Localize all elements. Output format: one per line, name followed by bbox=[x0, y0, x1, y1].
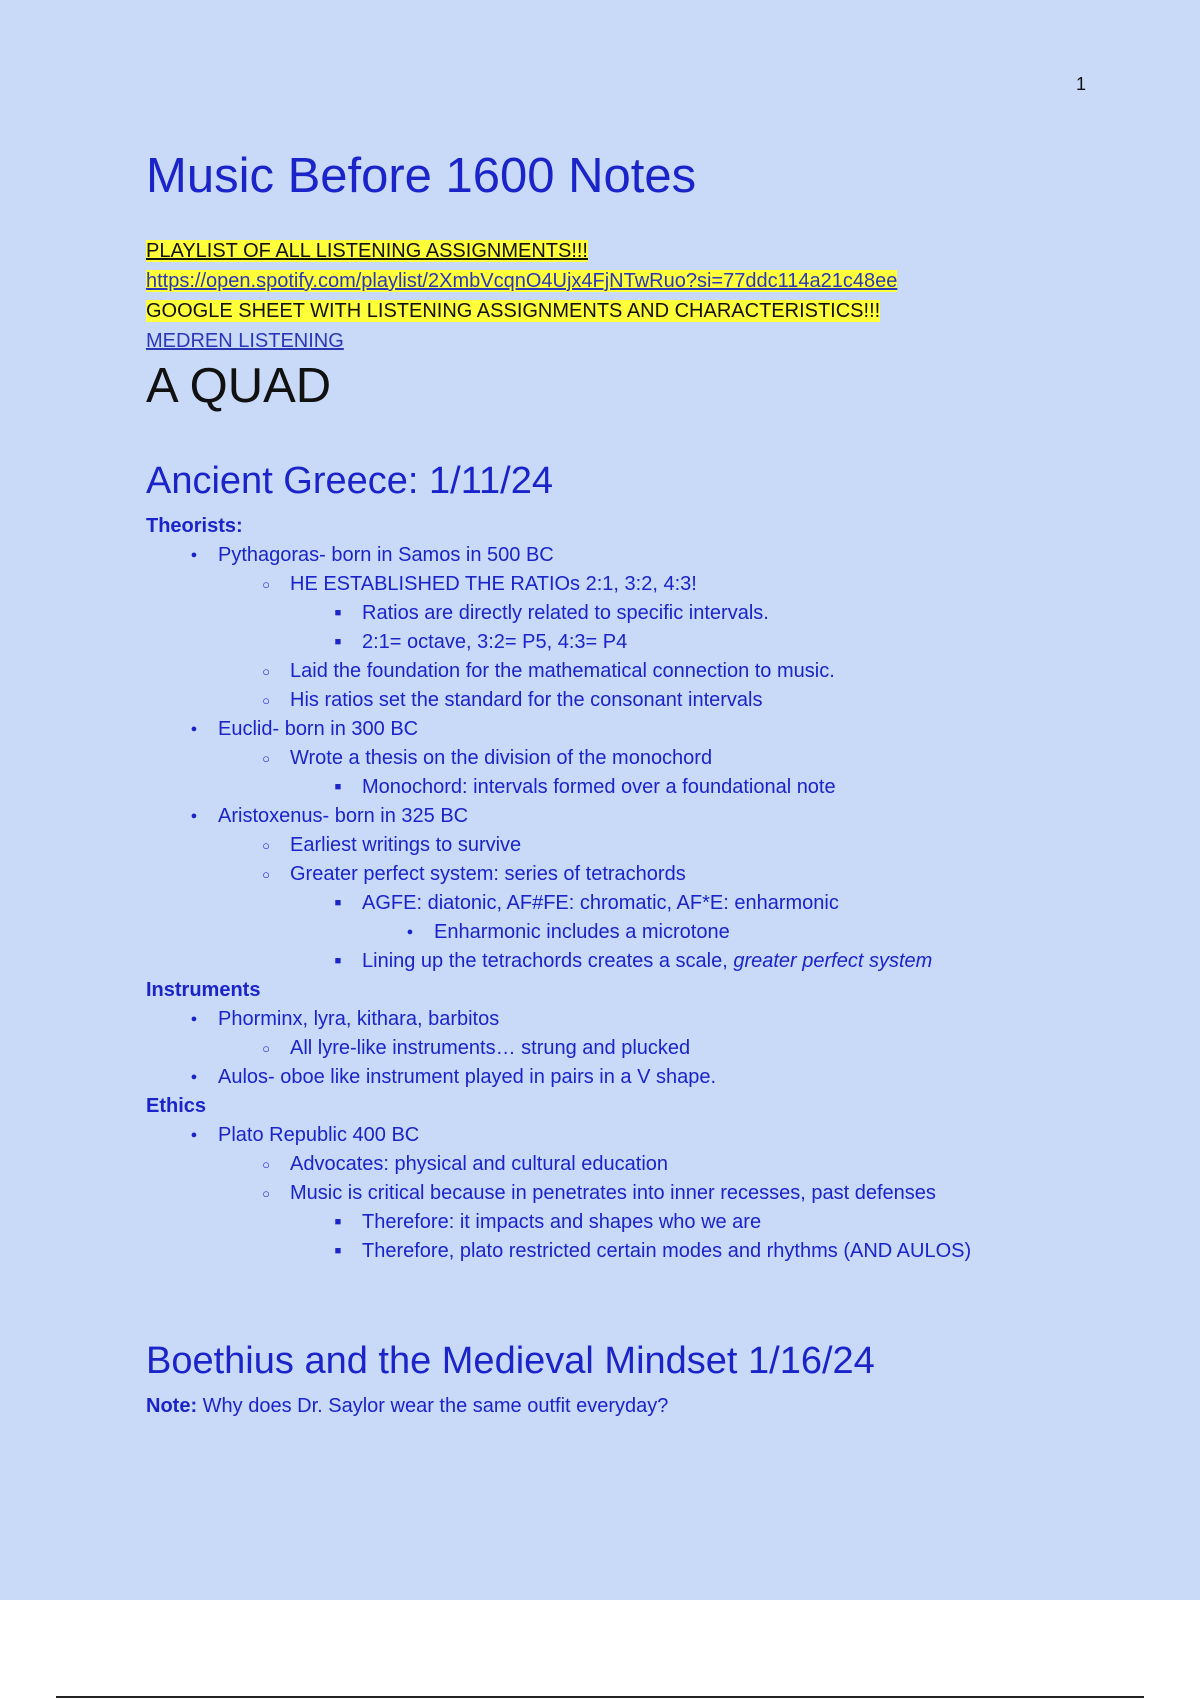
list-item-text: Aulos- oboe like instrument played in pairs in a V shape. bbox=[218, 1066, 717, 1088]
square-bullet-icon bbox=[326, 599, 350, 628]
list-item-text: Enharmonic includes a microtone bbox=[434, 921, 730, 943]
circle-bullet-icon bbox=[254, 657, 278, 687]
list-item-text: His ratios set the standard for the consonant intervals bbox=[290, 689, 763, 711]
list-item bbox=[146, 541, 1086, 570]
list-item bbox=[146, 889, 1086, 918]
ethics-label: Ethics bbox=[146, 1095, 207, 1117]
list-item-text: Euclid- born in 300 BC bbox=[218, 718, 419, 740]
document-title: Music Before 1600 Notes bbox=[146, 149, 697, 203]
list-item-text: All lyre-like instruments… strung and plucked bbox=[290, 1037, 691, 1059]
circle-bullet-icon bbox=[254, 744, 278, 774]
square-bullet-icon bbox=[326, 628, 350, 657]
dot-bullet-icon bbox=[182, 1121, 206, 1150]
list-item-text: Advocates: physical and cultural education bbox=[290, 1153, 669, 1175]
dot-bullet-icon bbox=[182, 802, 206, 831]
list-item-text: Music is critical because in penetrates into inner recesses, past defenses bbox=[290, 1182, 936, 1204]
list-item bbox=[146, 1208, 1086, 1237]
spotify-url-link[interactable]: https://open.spotify.com/playlist/2XmbVcqnO4Ujx4FjNTwRuo?si=77ddc114a21c48ee bbox=[146, 270, 898, 292]
list-item bbox=[146, 773, 1086, 802]
boethius-heading: Boethius and the Medieval Mindset 1/16/24 bbox=[146, 1340, 875, 1382]
theorists-label: Theorists: bbox=[146, 515, 243, 537]
note-text: Why does Dr. Saylor wear the same outfit everyday? bbox=[197, 1395, 669, 1417]
square-bullet-icon bbox=[326, 1208, 350, 1237]
list-item-text: Therefore, plato restricted certain modes and rhythms (AND AULOS) bbox=[362, 1240, 972, 1262]
list-item bbox=[146, 599, 1086, 628]
list-item bbox=[146, 802, 1086, 831]
note-label: Note: bbox=[146, 1395, 198, 1417]
list-item bbox=[146, 860, 1086, 889]
instruments-list bbox=[146, 1005, 1086, 1092]
list-item bbox=[146, 918, 1086, 947]
circle-bullet-icon bbox=[254, 860, 278, 890]
list-item-text: Laid the foundation for the mathematical connection to music. bbox=[290, 660, 835, 682]
list-item: ■ Lining up the tetrachords creates a scale, greater perfect system bbox=[146, 947, 1086, 976]
playlist-link[interactable]: PLAYLIST OF ALL LISTENING ASSIGNMENTS!!! bbox=[146, 240, 588, 262]
google-sheet-link[interactable]: GOOGLE SHEET WITH LISTENING ASSIGNMENTS AND CHARACTERISTICS!!! bbox=[146, 300, 881, 322]
square-bullet-icon bbox=[326, 1237, 350, 1266]
list-item-text: Therefore: it impacts and shapes who we are bbox=[362, 1211, 762, 1233]
medren-listening-link[interactable]: MEDREN LISTENING bbox=[146, 330, 344, 352]
square-bullet-icon bbox=[326, 889, 350, 918]
list-item-text: AGFE: diatonic, AF#FE: chromatic, AF*E: enharmonic bbox=[362, 892, 839, 914]
circle-bullet-icon bbox=[254, 831, 278, 861]
list-item bbox=[146, 744, 1086, 773]
instruments-label: Instruments bbox=[146, 979, 261, 1001]
list-item bbox=[146, 1034, 1086, 1063]
circle-bullet-icon bbox=[254, 1034, 278, 1064]
list-item-text: Greater perfect system: series of tetrachords bbox=[290, 863, 686, 885]
note-line bbox=[146, 1392, 1086, 1421]
dot-bullet-icon bbox=[182, 1063, 206, 1092]
links-block bbox=[146, 236, 1086, 356]
list-item bbox=[146, 715, 1086, 744]
list-item bbox=[146, 1063, 1086, 1092]
list-item bbox=[146, 570, 1086, 599]
square-bullet-icon bbox=[326, 947, 350, 976]
circle-bullet-icon bbox=[254, 686, 278, 716]
list-item-text: Plato Republic 400 BC bbox=[218, 1124, 420, 1146]
ethics-list bbox=[146, 1121, 1086, 1266]
dot-bullet-icon bbox=[398, 918, 422, 947]
list-item-text: Pythagoras- born in Samos in 500 BC bbox=[218, 544, 554, 566]
theorists-list bbox=[146, 541, 1086, 947]
list-item bbox=[146, 1150, 1086, 1179]
list-item bbox=[146, 657, 1086, 686]
list-item-text: Earliest writings to survive bbox=[290, 834, 522, 856]
document-body bbox=[146, 144, 1086, 1421]
list-item-text: Wrote a thesis on the division of the monochord bbox=[290, 747, 713, 769]
dot-bullet-icon bbox=[182, 541, 206, 570]
circle-bullet-icon bbox=[254, 1150, 278, 1180]
list-item-text: 2:1= octave, 3:2= P5, 4:3= P4 bbox=[362, 631, 628, 653]
quad-heading: A QUAD bbox=[146, 359, 332, 413]
ancient-greece-heading: Ancient Greece: 1/11/24 bbox=[146, 460, 553, 502]
list-item bbox=[146, 1179, 1086, 1208]
list-item bbox=[146, 1121, 1086, 1150]
circle-bullet-icon bbox=[254, 570, 278, 600]
list-item-text: HE ESTABLISHED THE RATIOs 2:1, 3:2, 4:3! bbox=[290, 573, 697, 595]
list-item bbox=[146, 831, 1086, 860]
page-number: 1 bbox=[1076, 74, 1087, 94]
dot-bullet-icon bbox=[182, 1005, 206, 1034]
list-item bbox=[146, 686, 1086, 715]
footer-divider bbox=[56, 1696, 1144, 1698]
list-item bbox=[146, 1237, 1086, 1266]
circle-bullet-icon bbox=[254, 1179, 278, 1209]
list-item bbox=[146, 628, 1086, 657]
list-item-text: Monochord: intervals formed over a foundational note bbox=[362, 776, 836, 798]
list-item-text: Ratios are directly related to specific intervals. bbox=[362, 602, 769, 624]
list-item-text: Phorminx, lyra, kithara, barbitos bbox=[218, 1008, 500, 1030]
dot-bullet-icon bbox=[182, 715, 206, 744]
list-item-text: Aristoxenus- born in 325 BC bbox=[218, 805, 469, 827]
list-item bbox=[146, 1005, 1086, 1034]
square-bullet-icon bbox=[326, 773, 350, 802]
